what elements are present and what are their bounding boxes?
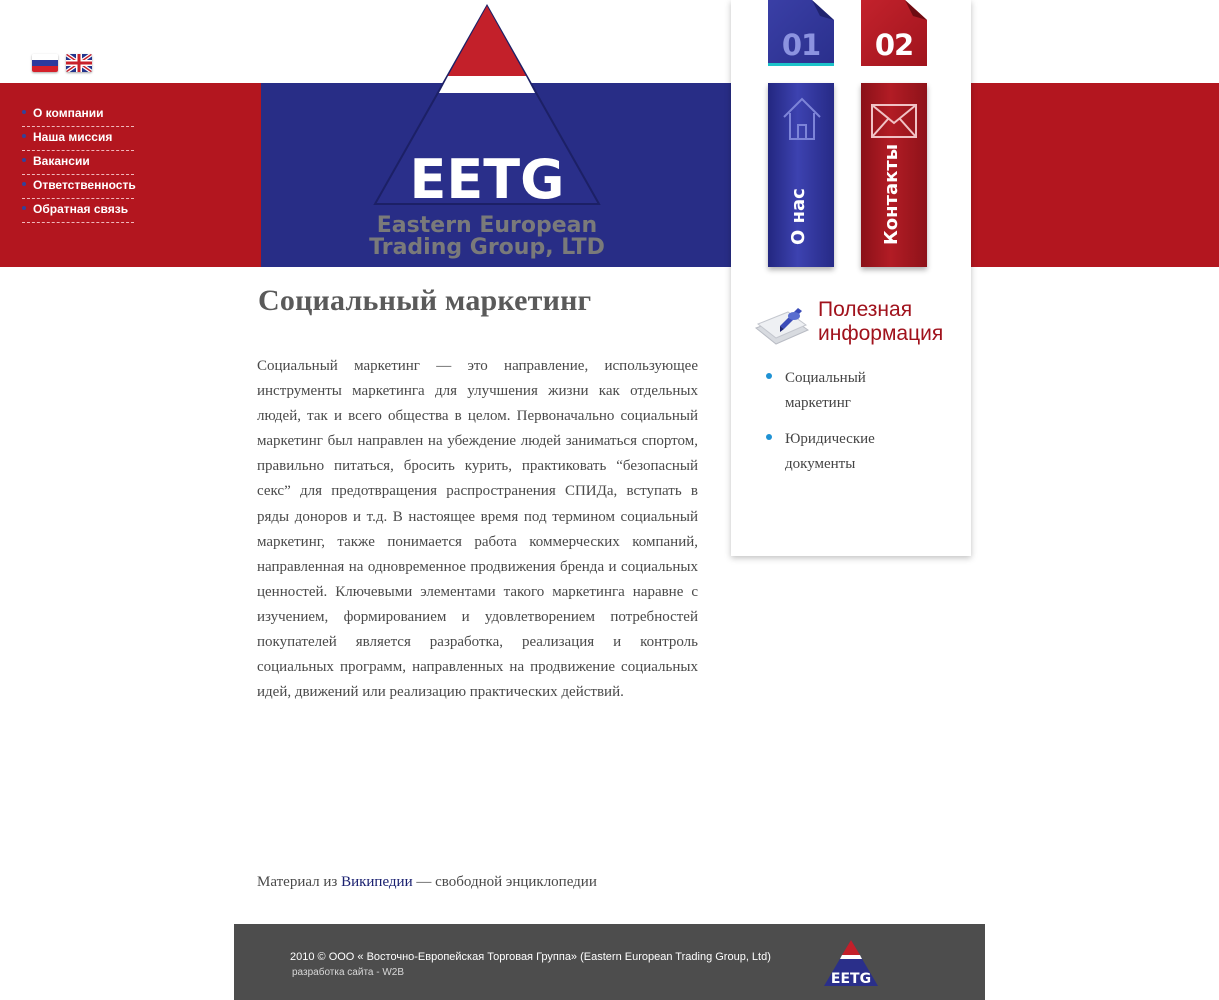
article-body: Социальный маркетинг — это направление, использующее инструменты маркетинга для улучшения жизни как отдельных людей, так и всего общества в целом. Первоначально социальный маркетинг был направлен на убеждение людей заниматься спортом, правильно питаться, бросить курить, практиковать “безопасный секс” для предотвращения распространения СПИДа, вступать в ряды доноров и т.д. В настоящее время под термином социальный маркетинг, также понимается работа коммерческих компаний, направленная на одновременное продвижения бренда и социальных ценностей. Ключевыми элементами такого маркетинга наравне с изучением, формированием и удовлетворением потребностей покупателей является разработка, реализация и контроль социальных программ, направленных на продвижение социальных идей, движений или реализацию практических действий. [257, 358, 698, 701]
bullet-icon [766, 373, 772, 379]
documents-icon [754, 302, 810, 346]
page-title: Социальный маркетинг [258, 284, 592, 317]
source-note: Материал из Википедии — свободной энциклопедии [257, 874, 597, 890]
svg-text:Trading Group, LTD: Trading Group, LTD [369, 235, 605, 260]
nav-item-feedback[interactable]: Обратная связь [22, 200, 134, 223]
page-curl-icon [768, 0, 834, 20]
copyright: 2010 © ООО « Восточно-Европейская Торговая Группа» (Eastern European Trading Group, Ltd) [290, 951, 771, 963]
english-flag-icon[interactable] [66, 54, 92, 72]
page-curl-icon [861, 0, 927, 20]
tab-contacts[interactable] [861, 0, 927, 267]
sidebar-link-social-marketing[interactable]: Социальный маркетинг [766, 366, 916, 416]
svg-text:EETG: EETG [409, 148, 565, 211]
tab-about[interactable] [768, 0, 834, 267]
company-logo[interactable] [340, 0, 640, 267]
nav-item-mission[interactable]: Наша миссия [22, 128, 134, 151]
footer-logo[interactable] [822, 938, 880, 988]
developer-credit[interactable]: разработка сайта - W2B [292, 967, 405, 978]
svg-text:Eastern European: Eastern European [376, 213, 598, 238]
tab-contacts-body: Контакты [861, 83, 927, 267]
main-nav [22, 104, 134, 224]
bullet-icon [22, 110, 26, 114]
svg-text:EETG: EETG [830, 971, 872, 987]
nav-item-vacancies[interactable]: Вакансии [22, 152, 134, 175]
bullet-icon [22, 182, 26, 186]
tab-about-number-block: 01 [768, 0, 834, 66]
envelope-icon [870, 103, 918, 139]
house-icon [780, 93, 824, 143]
russian-flag-icon[interactable] [32, 54, 58, 72]
nav-item-responsibility[interactable]: Ответственность [22, 176, 134, 199]
wikipedia-link[interactable]: Википедии [341, 874, 413, 890]
tab-contacts-number-block: 02 [861, 0, 927, 66]
sidebar-link-legal-documents[interactable]: Юридические документы [766, 427, 916, 477]
sidebar-title: Полезная информация [818, 298, 944, 345]
sidebar-links [766, 366, 916, 488]
bullet-icon [22, 134, 26, 138]
footer [234, 924, 985, 1000]
bullet-icon [766, 434, 772, 440]
bullet-icon [22, 158, 26, 162]
bullet-icon [22, 206, 26, 210]
tab-about-body: О нас [768, 83, 834, 267]
nav-item-about[interactable]: О компании [22, 104, 134, 127]
